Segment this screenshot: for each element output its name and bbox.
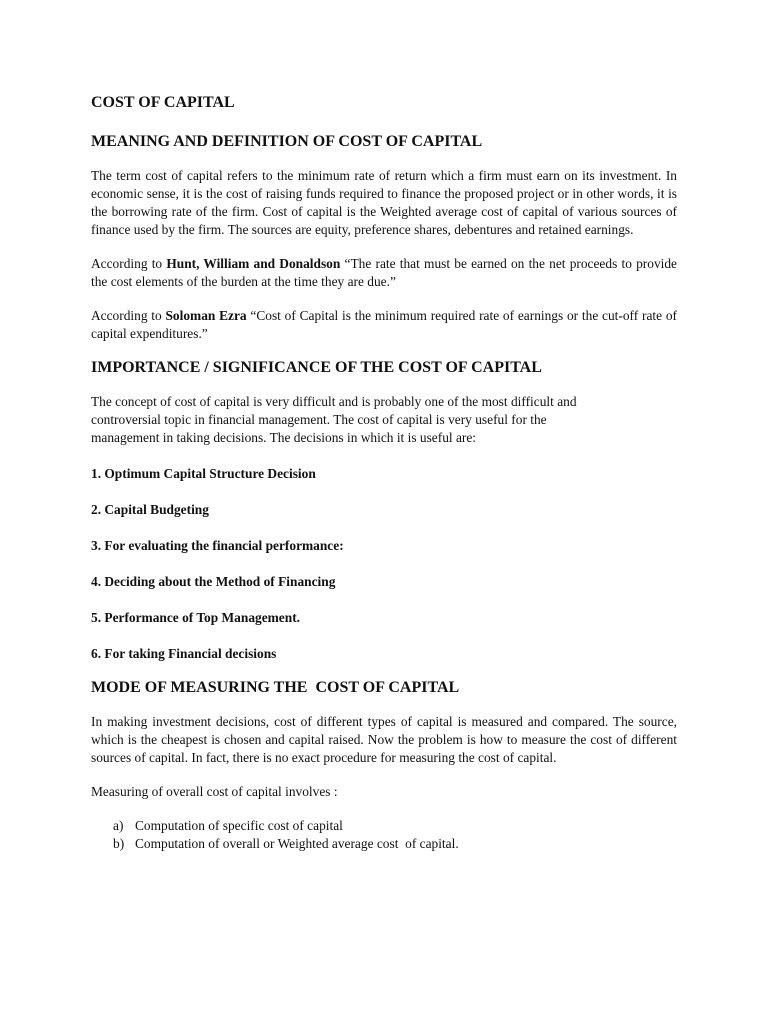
list-item (91, 835, 677, 853)
section-heading-measuring: MODE OF MEASURING THE COST OF CAPITAL (91, 679, 460, 696)
quote-author: Hunt, William and Donaldson (166, 256, 341, 271)
paragraph-measuring: In making investment decisions, cost of different types of capital is measured and compared. The source, which is the cheapest is chosen and capital raised. Now the problem is how to measure the cost of different sources of capital. In fact, there is no exact procedure for measuring the cost of capital. (91, 714, 677, 765)
importance-item-4: 4. Deciding about the Method of Financing (91, 574, 336, 589)
list-item-text: Computation of specific cost of capital (135, 818, 343, 833)
quote-prefix: According to (91, 308, 166, 323)
importance-item-2: 2. Capital Budgeting (91, 502, 209, 517)
document-page (91, 93, 677, 853)
importance-item-1: 1. Optimum Capital Structure Decision (91, 466, 316, 481)
paragraph-definition: The term cost of capital refers to the minimum rate of return which a firm must earn on its investment. In economic sense, it is the cost of raising funds required to finance the proposed project or in other words, it is the borrowing rate of the firm. Cost of capital is the Weighted average cost of capital of various sources of finance used by the firm. The sources are equity, preference shares, debentures and retained earnings. (91, 168, 677, 237)
list-marker: b) (113, 836, 125, 851)
paragraph-line: The concept of cost of capital is very difficult and is probably one of the most difficult and (91, 394, 577, 409)
paragraph-importance (91, 393, 677, 447)
paragraph-overall-cost: Measuring of overall cost of capital involves : (91, 784, 338, 799)
quote-hunt-william-donaldson (91, 255, 677, 291)
measuring-list (91, 817, 677, 853)
importance-item-6: 6. For taking Financial decisions (91, 646, 277, 661)
list-item (91, 817, 677, 835)
section-heading-meaning: MEANING AND DEFINITION OF COST OF CAPITAL (91, 133, 483, 150)
section-heading-importance: IMPORTANCE / SIGNIFICANCE OF THE COST OF CAPITAL (91, 359, 542, 376)
quote-text: “Cost of Capital is the minimum required rate of earnings or the cut-off rate of capital expenditures.” (91, 308, 677, 341)
list-item-text: Computation of overall or Weighted average cost of capital. (135, 836, 459, 851)
importance-item-3: 3. For evaluating the financial performance: (91, 538, 344, 553)
document-title: COST OF CAPITAL (91, 94, 235, 111)
quote-soloman-ezra (91, 307, 677, 343)
list-marker: a) (113, 818, 124, 833)
quote-text: “The rate that must be earned on the net proceeds to provide the cost elements of the burden at the time they are due.” (91, 256, 677, 289)
quote-prefix: According to (91, 256, 167, 271)
importance-item-5: 5. Performance of Top Management. (91, 610, 301, 625)
paragraph-line: management in taking decisions. The decisions in which it is useful are: (91, 430, 477, 445)
quote-author: Soloman Ezra (165, 308, 247, 323)
paragraph-line: controversial topic in financial management. The cost of capital is very useful for the (91, 412, 547, 427)
